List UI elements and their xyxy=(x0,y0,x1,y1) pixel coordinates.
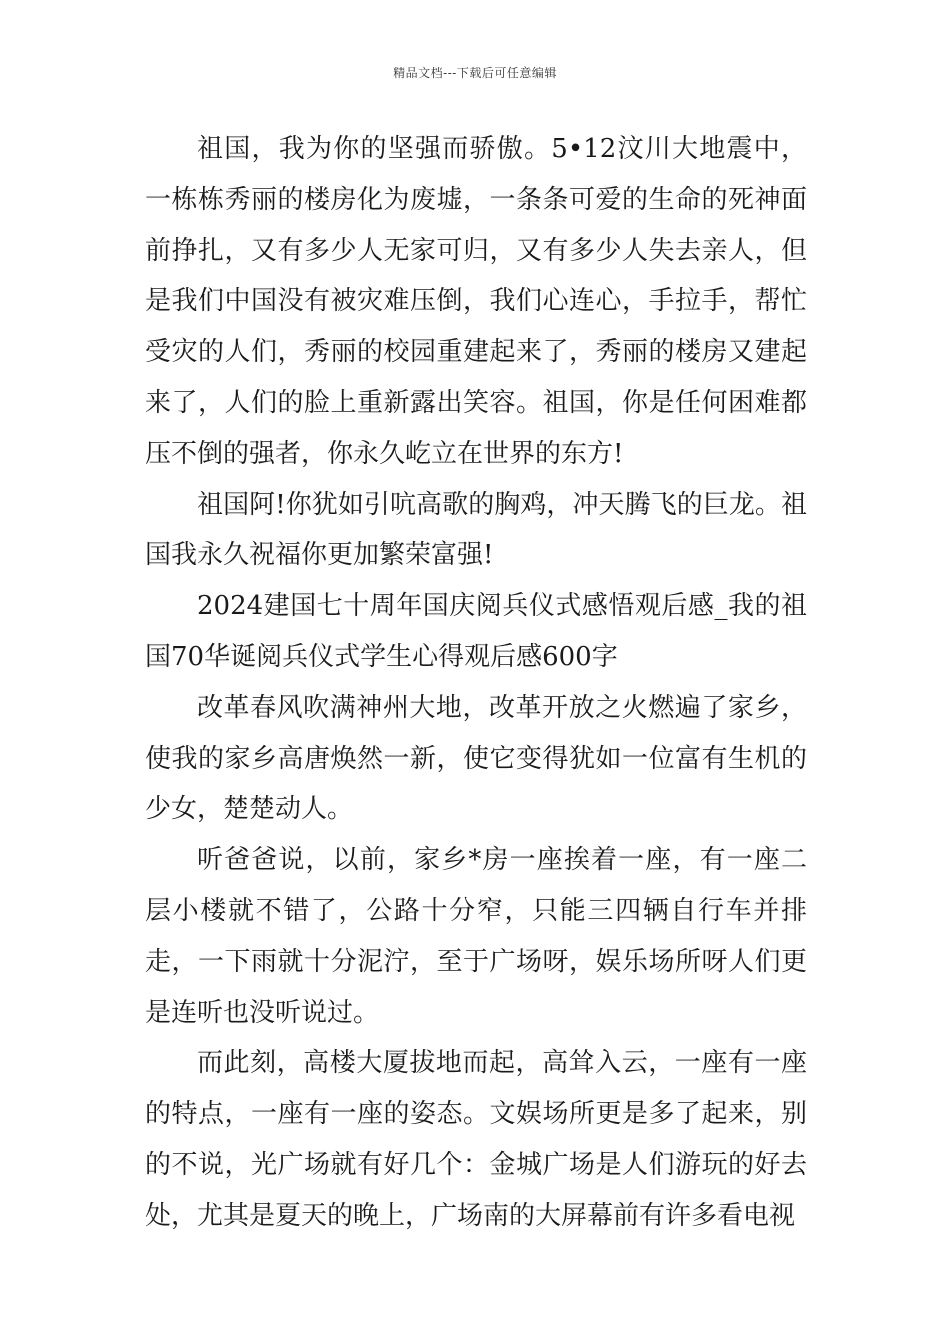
document-body xyxy=(145,124,807,1242)
paragraph-2: 祖国阿!你犹如引吭高歌的胸鸡，冲天腾飞的巨龙。祖国我永久祝福你更加繁荣富强! xyxy=(145,489,807,571)
paragraph-6: 而此刻，高楼大厦拔地而起，高耸入云，一座有一座的特点，一座有一座的姿态。文娱场所更是多了起来，别的不说，光广场就有好几个：金城广场是人们游玩的好去处，尤其是夏天的晚上，广场南的大屏幕前有许多看电视 xyxy=(145,1048,807,1231)
paragraph-1: 祖国，我为你的坚强而骄傲。5•12汶川大地震中，一栋栋秀丽的楼房化为废墟，一条条可爱的生命的死神面前挣扎，又有多少人无家可归，又有多少人失去亲人，但是我们中国没有被灾难压倒，我们心连心，手拉手，帮忙受灾的人们，秀丽的校园重建起来了，秀丽的楼房又建起来了，人们的脸上重新露出笑容。祖国，你是任何困难都压不倒的强者，你永久屹立在世界的东方! xyxy=(145,134,807,469)
paragraph-3-title: 2024建国七十周年国庆阅兵仪式感悟观后感_我的祖国70华诞阅兵仪式学生心得观后感600字 xyxy=(145,591,807,672)
page-header: 精品文档---下载后可任意编辑 xyxy=(393,66,557,80)
paragraph-4: 改革春风吹满神州大地，改革开放之火燃遍了家乡，使我的家乡高唐焕然一新，使它变得犹如一位富有生机的少女，楚楚动人。 xyxy=(145,692,807,825)
paragraph-5: 听爸爸说，以前，家乡*房一座挨着一座，有一座二层小楼就不错了，公路十分窄，只能三四辆自行车并排走，一下雨就十分泥泞，至于广场呀，娱乐场所呀人们更是连听也没听说过。 xyxy=(145,845,807,1028)
